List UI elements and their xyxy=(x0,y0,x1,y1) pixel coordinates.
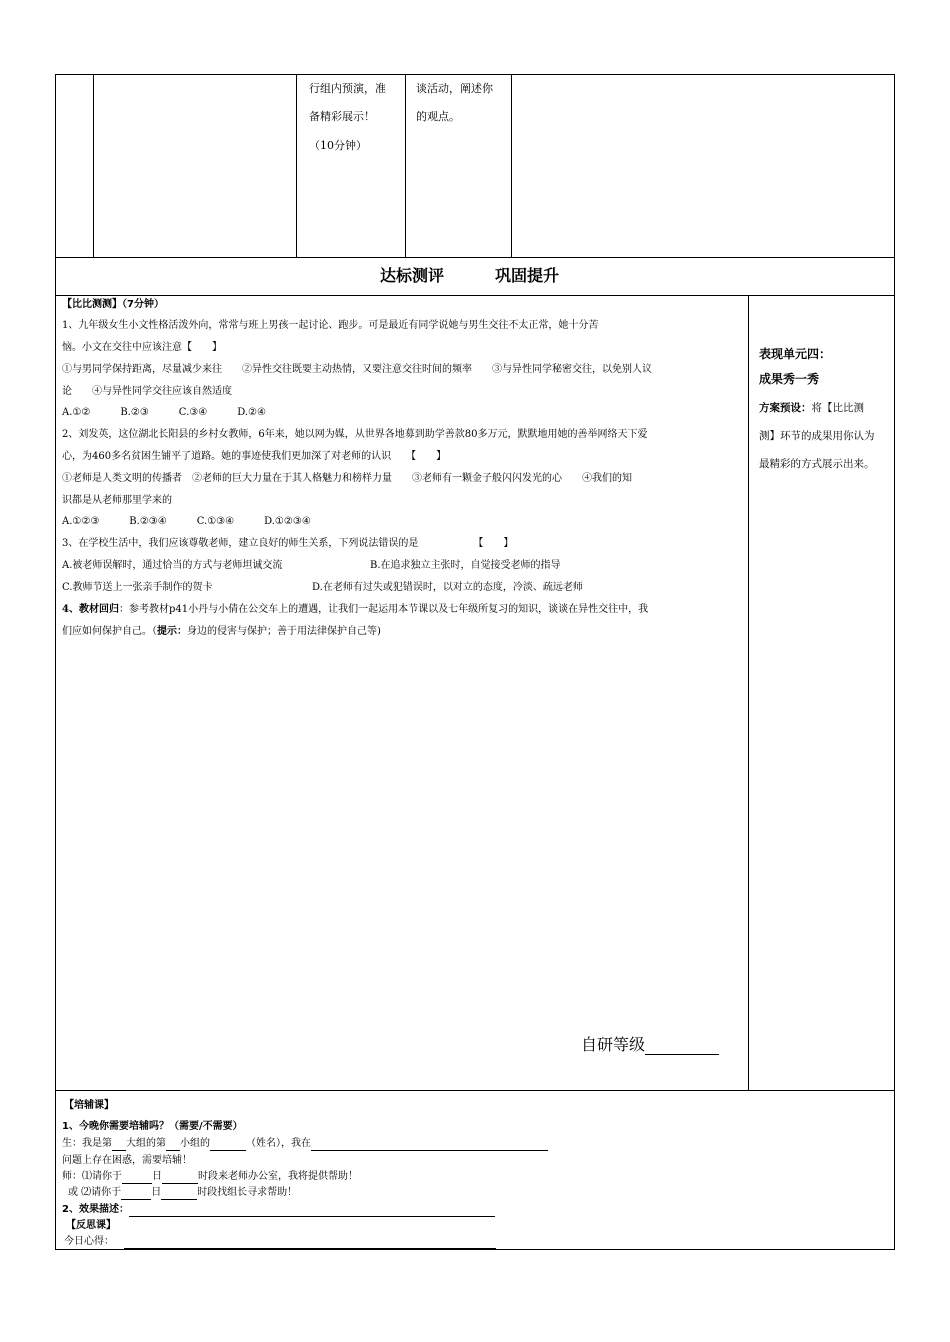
or-line xyxy=(68,1186,297,1200)
col3-line3: （10分钟） xyxy=(309,139,367,152)
or-text-b: 时段找组长寻求帮助！ xyxy=(197,1187,298,1198)
side-plan-label: 方案预设： xyxy=(759,402,812,414)
row-line-2 xyxy=(55,295,895,296)
or-time-blank[interactable] xyxy=(161,1187,197,1200)
frame-left xyxy=(55,74,56,1250)
or-date-blank[interactable] xyxy=(121,1187,151,1200)
q3-option-d: D.在老师有过失或犯错误时，以对立的态度，冷淡、疏远老师 xyxy=(312,582,583,593)
q4-hint-label: 提示： xyxy=(157,626,187,637)
side-plan-line3: 最精彩的方式展示出来。 xyxy=(759,458,875,470)
student-text-d: （姓名），我在 xyxy=(246,1138,311,1149)
q1-options-2: 论 ④与异性同学交往应该自然适度 xyxy=(62,386,232,397)
side-heading-1: 表现单元四： xyxy=(759,347,832,361)
col-divider-1 xyxy=(93,74,94,257)
teacher-date-blank[interactable] xyxy=(122,1171,152,1184)
side-plan-text-1: 将【比比测 xyxy=(811,402,864,414)
test-header: 【比比测测】（7分钟） xyxy=(62,299,164,310)
reflect-header: 【反思课】 xyxy=(66,1220,116,1231)
col-divider-4 xyxy=(511,74,512,257)
problem-line: 问题上存在困惑，需要培辅！ xyxy=(62,1155,192,1166)
frame-top xyxy=(55,74,895,75)
q3-line1: 3、在学校生活中，我们应该尊敬老师，建立良好的师生关系，下列说法错误的是 【 】 xyxy=(62,538,514,549)
section-title-left: 达标测评 xyxy=(380,266,445,285)
teacher-day: 日 xyxy=(152,1171,162,1182)
q4-line2 xyxy=(62,625,381,639)
problem-blank[interactable] xyxy=(311,1138,548,1151)
or-text-a: 或 ⑵请你于 xyxy=(68,1187,122,1198)
q2-options-2: 识都是从老师那里学来的 xyxy=(62,495,172,506)
side-plan-line1 xyxy=(759,401,864,415)
effect-label: 2、效果描述： xyxy=(62,1204,129,1215)
group-blank[interactable] xyxy=(112,1138,126,1151)
row-line-3 xyxy=(55,1090,895,1091)
test-side-divider xyxy=(748,295,749,1091)
col-divider-3 xyxy=(405,74,406,257)
col4-line2: 的观点。 xyxy=(416,110,460,123)
q4-text-2: 们应如何保护自己。（ xyxy=(62,626,157,637)
q4-text: ：参考教材p41小丹与小倩在公交车上的遭遇，让我们一起运用本节课以及七年级所复习的知识，谈谈在异性交往中，我 xyxy=(118,604,649,615)
teacher-time-blank[interactable] xyxy=(162,1171,198,1184)
effect-blank[interactable] xyxy=(129,1204,495,1217)
q2-choices: A.①②③ B.②③④ C.①③④ D.①②③④ xyxy=(62,516,311,527)
teacher-text-a: 师：⑴请你于 xyxy=(62,1171,122,1182)
student-line xyxy=(62,1137,548,1151)
or-day: 日 xyxy=(151,1187,162,1198)
grade-blank[interactable] xyxy=(645,1036,719,1055)
q4-hint-text: 身边的侵害与保护；善于用法律保护自己等) xyxy=(187,626,381,637)
q3-option-a: A.被老师误解时，通过恰当的方式与老师坦诚交流 xyxy=(62,560,283,571)
teacher-line xyxy=(62,1170,358,1184)
side-heading-2: 成果秀一秀 xyxy=(759,372,820,386)
grade-label: 自研等级 xyxy=(581,1035,646,1054)
col3-line2: 备精彩展示！ xyxy=(309,110,375,123)
q1-line1: 1、九年级女生小文性格活泼外向，常常与班上男孩一起讨论、跑步。可是最近有同学说她与男生交往不太正常，她十分苦 xyxy=(62,320,599,331)
col3-line1: 行组内预演，准 xyxy=(309,82,386,95)
row-line-1 xyxy=(55,257,895,258)
grade-row xyxy=(581,1032,719,1055)
q2-line2: 心，为460多名贫困生铺平了道路。她的事迹使我们更加深了对老师的认识 【 】 xyxy=(62,451,447,462)
tutor-header: 【培辅课】 xyxy=(64,1100,114,1111)
student-text-b: 大组的第 xyxy=(126,1138,166,1149)
q1-options-1: ①与男同学保持距离，尽量减少来往 ②异性交往既要主动热情，又要注意交往时间的频率 ③与异性同学秘密交往，以免别人议 xyxy=(62,364,652,375)
section-title-right: 巩固提升 xyxy=(495,266,560,285)
q3-option-c: C.教师节送上一张亲手制作的贺卡 xyxy=(62,582,213,593)
q1-line2: 恼。小文在交往中应该注意【 】 xyxy=(62,342,222,353)
frame-bottom xyxy=(55,1249,895,1250)
teacher-text-b: 时段来老师办公室，我将提供帮助！ xyxy=(198,1171,358,1182)
frame-right xyxy=(894,74,895,1250)
side-plan-line2: 测】环节的成果用你认为 xyxy=(759,430,875,442)
q2-line1: 2、刘发英，这位湖北长阳县的乡村女教师，6年来，她以网为媒，从世界各地募到助学善款80多万元，默默地用她的善举网络天下爱 xyxy=(62,429,648,440)
today-label: 今日心得： xyxy=(64,1236,114,1247)
today-line xyxy=(64,1235,496,1249)
student-text-c: 小组的 xyxy=(180,1138,210,1149)
col-divider-2 xyxy=(296,74,297,257)
q2-options-1: ①老师是人类文明的传播者 ②老师的巨大力量在于其人格魅力和榜样力量 ③老师有一颗金子般闪闪发光的心 ④我们的知 xyxy=(62,473,632,484)
subgroup-blank[interactable] xyxy=(166,1138,180,1151)
effect-line xyxy=(62,1203,495,1217)
tutor-q1: 1、今晚你需要培辅吗？（需要/不需要） xyxy=(62,1121,243,1132)
q4-label: 4、教材回归 xyxy=(62,604,119,615)
q3-option-b: B.在追求独立主张时，自觉接受老师的指导 xyxy=(370,560,561,571)
q1-choices: A.①② B.②③ C.③④ D.②④ xyxy=(62,407,266,418)
name-blank[interactable] xyxy=(210,1138,246,1151)
today-blank[interactable] xyxy=(124,1236,496,1249)
student-text-a: 生：我是第 xyxy=(62,1138,112,1149)
q4-line1 xyxy=(62,603,648,617)
col4-line1: 谈活动，阐述你 xyxy=(416,82,493,95)
